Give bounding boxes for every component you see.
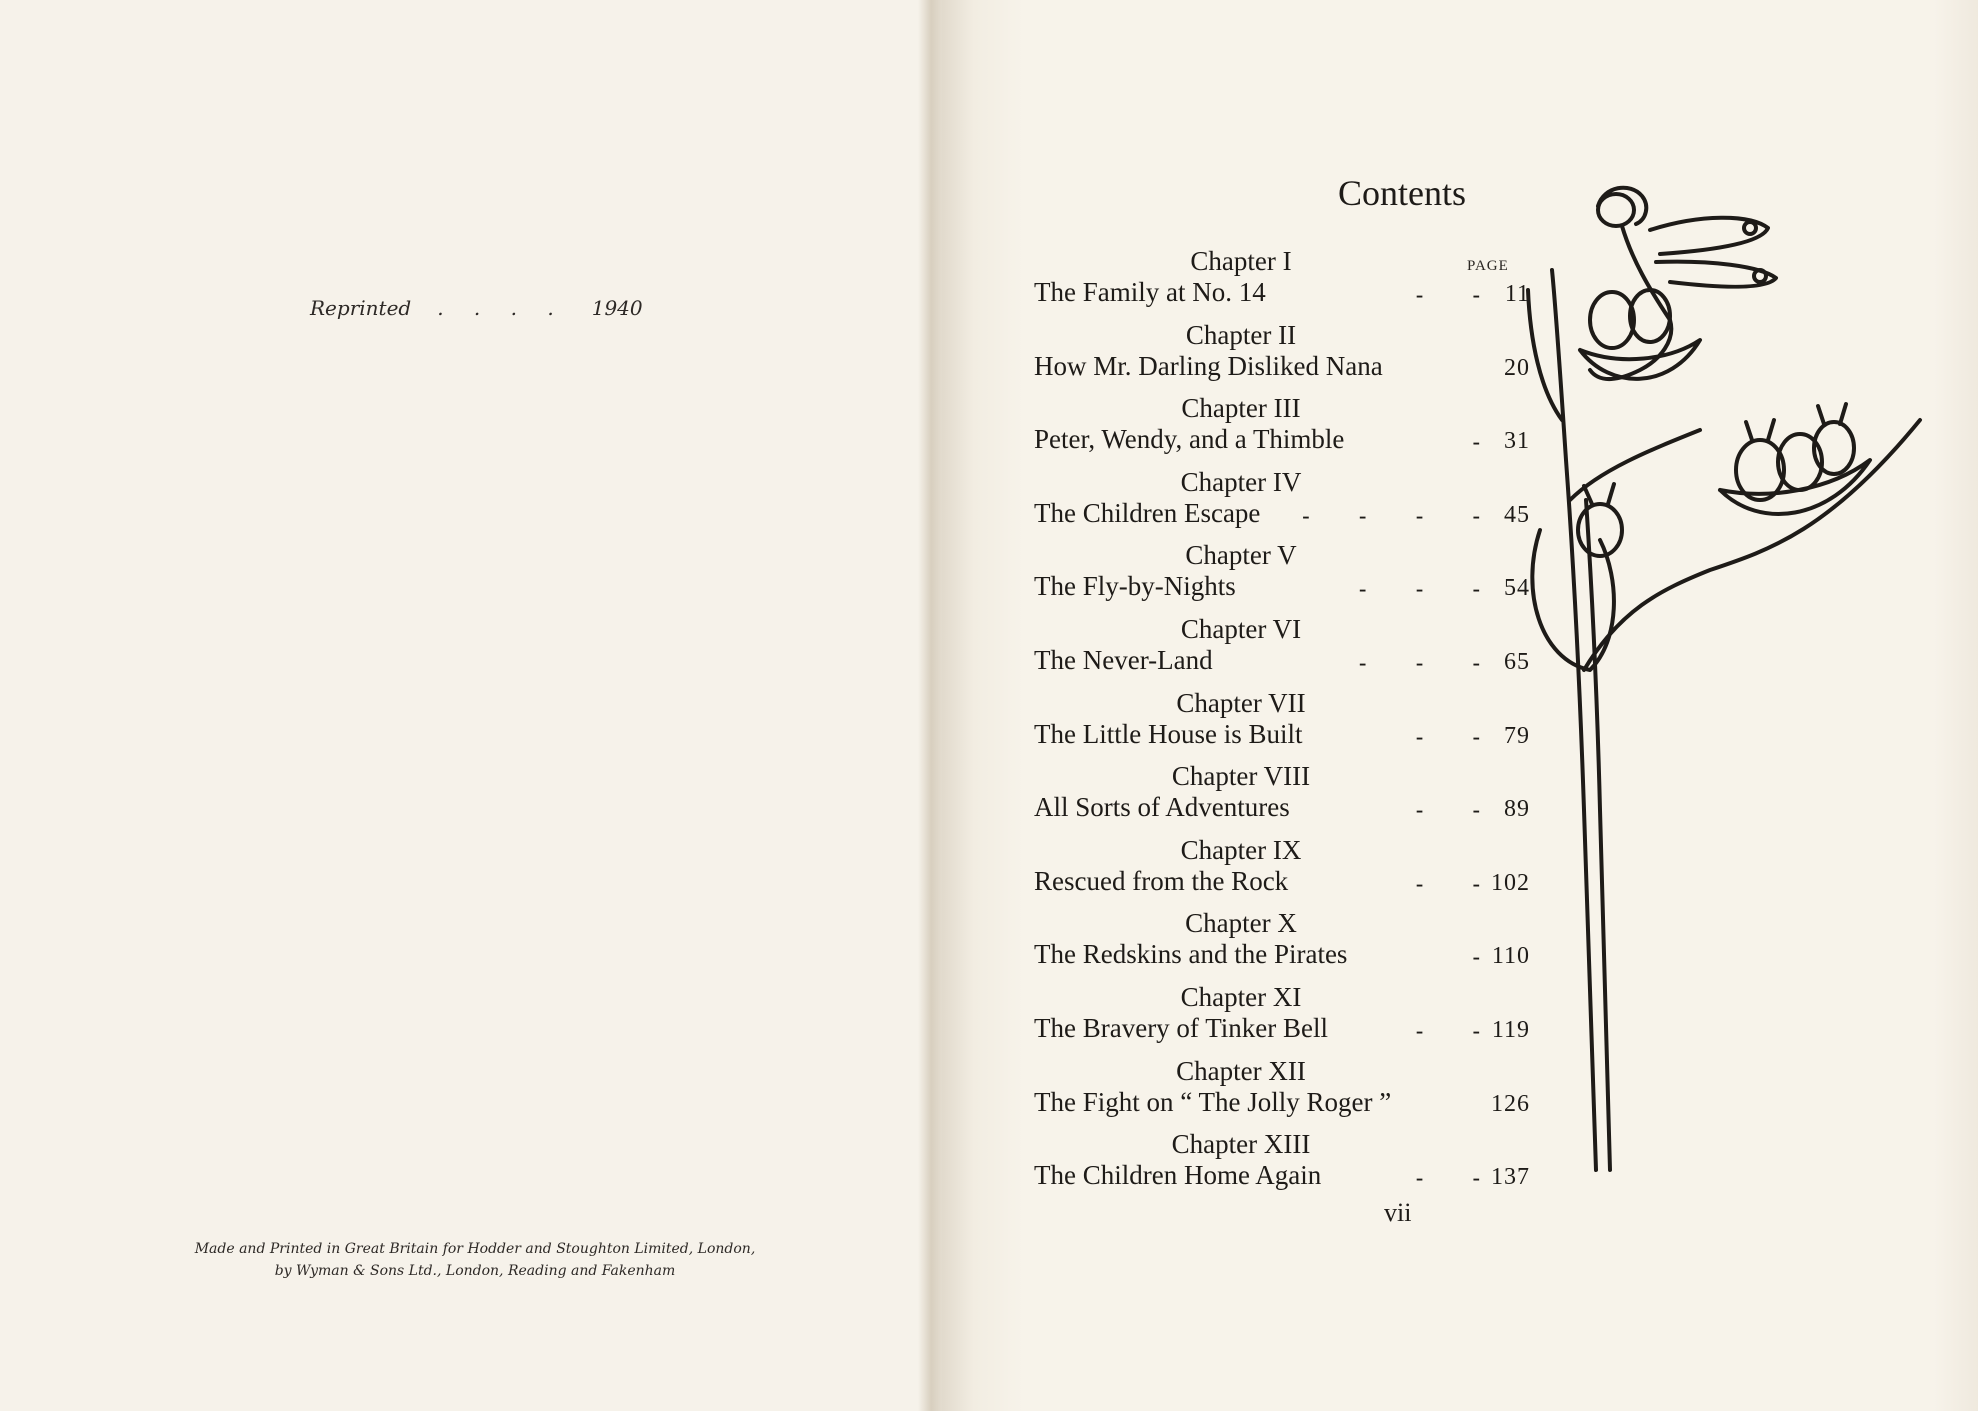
- chapter-label: Chapter XIII: [1171, 1129, 1311, 1160]
- page-number: 119: [1491, 1016, 1530, 1043]
- chapter-title: Peter, Wendy, and a Thimble: [1034, 424, 1345, 455]
- toc-entry: [1034, 320, 1530, 394]
- reprint-label: Reprinted: [310, 296, 412, 320]
- left-page: [0, 0, 934, 1411]
- dot-leader: - -: [1415, 282, 1480, 307]
- chapter-label: Chapter IX: [1180, 834, 1302, 865]
- chapter-label: Chapter III: [1181, 393, 1301, 424]
- branch-twig-upper: [1570, 430, 1700, 500]
- fairy-branch-illustration: [1500, 170, 1940, 1180]
- chapter-title: The Children Escape: [1034, 497, 1261, 528]
- page-number: 89: [1504, 796, 1530, 823]
- toc-entry: [1034, 393, 1530, 467]
- dot-leader: - - - -: [1302, 502, 1480, 528]
- dot-leader: - -: [1415, 797, 1480, 823]
- chapter-title: The Little House is Built: [1034, 718, 1303, 749]
- page-number: 31: [1504, 428, 1530, 455]
- chapter-label: Chapter VI: [1180, 613, 1302, 644]
- leaf-cradle: [1580, 340, 1700, 379]
- page-number: 45: [1504, 501, 1530, 528]
- book-gutter: [918, 0, 942, 1411]
- dot-leader: -: [1472, 429, 1480, 455]
- page-folio: vii: [1384, 1198, 1412, 1227]
- dot-leader: - -: [1415, 723, 1480, 749]
- branch-stem: [1552, 270, 1596, 1170]
- toc-entry: [1034, 246, 1530, 320]
- dot-leader: - -: [1415, 1165, 1480, 1191]
- toc-entry: [1034, 688, 1530, 762]
- page-number: 79: [1504, 722, 1530, 749]
- wing-spot-upper: [1744, 222, 1756, 234]
- contents-title: Contents: [1338, 173, 1467, 213]
- page-number: 65: [1504, 648, 1530, 675]
- chapter-label: Chapter VIII: [1171, 761, 1311, 792]
- chapter-label: Chapter I: [1190, 246, 1292, 276]
- wing-spot-lower: [1754, 270, 1766, 282]
- baby-figure: [1590, 292, 1634, 348]
- toc-entry: [1034, 1056, 1530, 1130]
- toc-entry: [1034, 1129, 1530, 1203]
- page-number: 11: [1504, 281, 1530, 307]
- chapter-title: The Family at No. 14: [1034, 277, 1266, 307]
- toc-entry: [1034, 761, 1530, 835]
- chapter-label: Chapter VII: [1176, 687, 1306, 718]
- page-column-header: PAGE: [1467, 258, 1509, 274]
- dot-leader: -: [1472, 944, 1480, 970]
- reprint-year: 1940: [591, 296, 643, 320]
- toc-entry: [1034, 614, 1530, 688]
- chapter-title: The Never-Land: [1034, 644, 1213, 675]
- chapter-title: All Sorts of Adventures: [1034, 792, 1290, 823]
- reprint-line: [310, 296, 643, 320]
- toc-entry: [1034, 835, 1530, 909]
- dot-leader: - -: [1415, 870, 1480, 896]
- toc-entry: [1034, 467, 1530, 541]
- chapter-label: Chapter XII: [1176, 1055, 1306, 1086]
- toc-entry: [1034, 982, 1530, 1056]
- chapter-title: The Children Home Again: [1034, 1160, 1322, 1191]
- page-number: 137: [1491, 1164, 1530, 1191]
- page-number: 54: [1504, 575, 1530, 602]
- chapter-label: Chapter II: [1185, 319, 1297, 350]
- dot-leader: - - -: [1359, 649, 1480, 675]
- chapter-title: The Bravery of Tinker Bell: [1034, 1012, 1328, 1043]
- chapter-label: Chapter X: [1185, 908, 1297, 939]
- chapter-title: How Mr. Darling Disliked Nana: [1034, 350, 1383, 381]
- dot-leader: - - -: [1359, 576, 1480, 602]
- imprint-line-2: by Wyman & Sons Ltd., London, Reading and Fakenham: [274, 1263, 676, 1279]
- page-number: 20: [1504, 354, 1530, 381]
- toc-entry: [1034, 540, 1530, 614]
- page-number: 126: [1491, 1090, 1530, 1117]
- reprint-dots: . . . .: [437, 296, 566, 320]
- table-of-contents: [1034, 246, 1530, 1203]
- imprint-line-1: Made and Printed in Great Britain for Hodder and Stoughton Limited, London,: [194, 1241, 756, 1257]
- dot-leader: - -: [1415, 1017, 1480, 1043]
- chapter-title: Rescued from the Rock: [1034, 865, 1289, 896]
- chapter-label: Chapter IV: [1180, 466, 1302, 497]
- toc-entry: [1034, 908, 1530, 982]
- printer-imprint: [150, 1238, 800, 1282]
- branch-stem-inner: [1586, 500, 1610, 1170]
- baby-figure: [1630, 290, 1670, 342]
- page-number: 110: [1491, 943, 1530, 970]
- chapter-title: The Fly-by-Nights: [1034, 571, 1236, 602]
- chapter-label: Chapter V: [1185, 540, 1297, 571]
- baby-figure: [1578, 504, 1622, 556]
- baby-figure: [1736, 440, 1784, 500]
- chapter-label: Chapter XI: [1180, 981, 1302, 1012]
- chapter-title: The Fight on “ The Jolly Roger ”: [1034, 1086, 1392, 1117]
- page-number: 102: [1491, 869, 1530, 896]
- chapter-title: The Redskins and the Pirates: [1034, 939, 1348, 970]
